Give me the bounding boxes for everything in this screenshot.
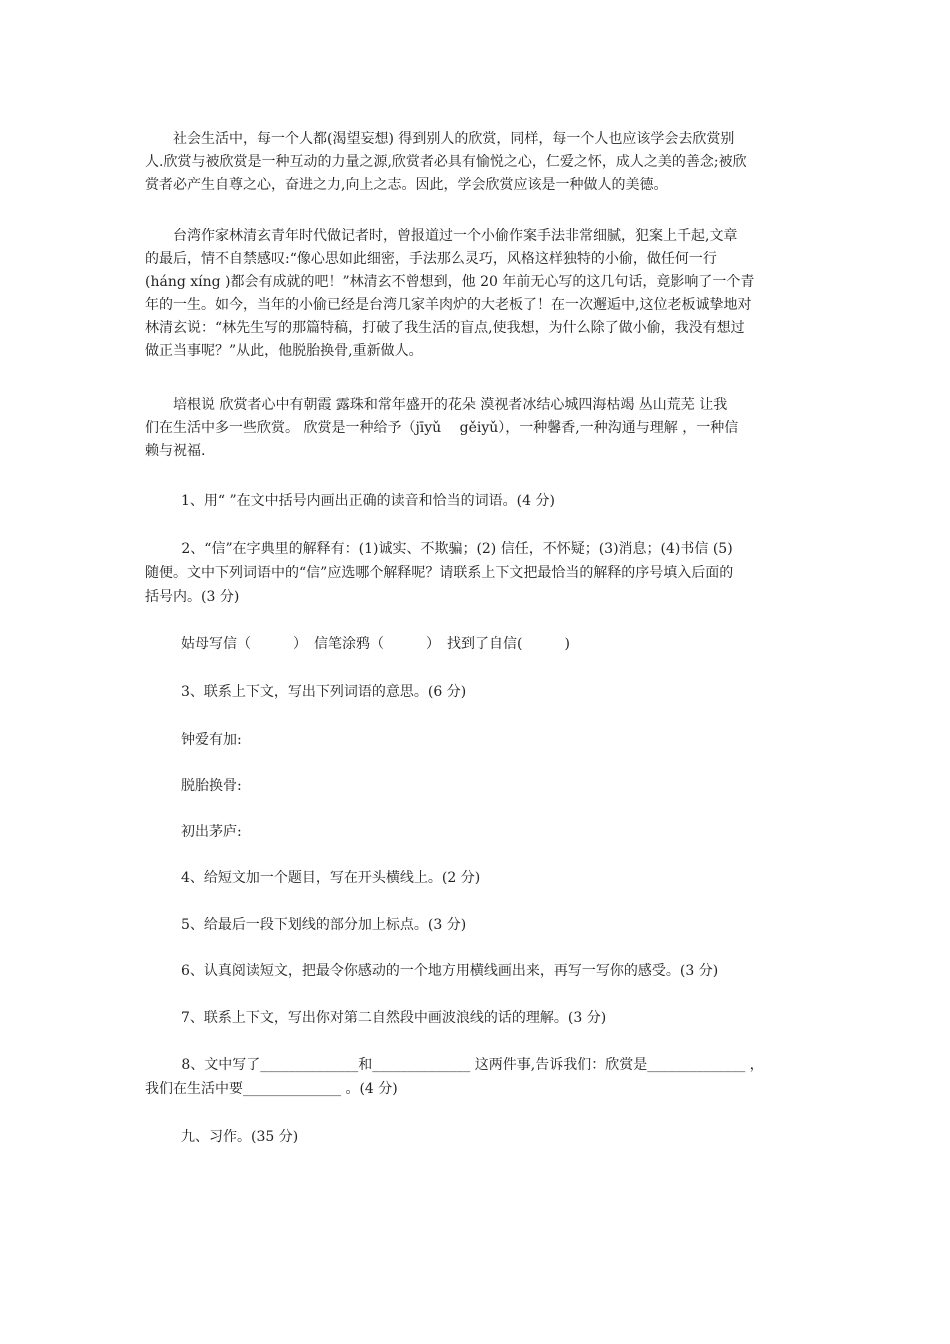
- question-3: 3、联系上下文，写出下列词语的意思。(6 分): [181, 684, 467, 700]
- paragraph-line: 的最后，情不自禁感叹:“像心思如此细密，手法那么灵巧，风格这样独特的小偷，做任何一行: [145, 251, 717, 267]
- paragraph-line: 赏者必产生自尊之心，奋进之力,向上之志。因此，学会欣赏应该是一种做人的美德。: [145, 177, 668, 193]
- question-5: 5、给最后一段下划线的部分加上标点。(3 分): [181, 917, 467, 933]
- question-1: 1、用“ ”在文中括号内画出正确的读音和恰当的词语。(4 分): [181, 493, 555, 509]
- paragraph-line: 做正当事呢？”从此，他脱胎换骨,重新做人。: [145, 343, 423, 359]
- paragraph-line: 林清玄说：“林先生写的那篇特稿，打破了我生活的盲点,使我想，为什么除了做小偷，我没有想过: [145, 320, 745, 336]
- question-9: 九、习作。(35 分): [181, 1129, 299, 1145]
- question-2-items: 姑母写信（ ） 信笔涂鸦（ ） 找到了自信( ): [181, 636, 570, 652]
- paragraph-line: 人.欣赏与被欣赏是一种互动的力量之源,欣赏者必具有愉悦之心，仁爱之怀，成人之美的善念;被欣: [145, 154, 747, 170]
- paragraph-line: 年的一生。如今，当年的小偷已经是台湾几家羊肉炉的大老板了！在一次邂逅中,这位老板诚挚地对: [145, 297, 752, 313]
- question-7: 7、联系上下文，写出你对第二自然段中画波浪线的话的理解。(3 分): [181, 1010, 607, 1026]
- paragraph-3: [145, 394, 810, 463]
- question-2: [145, 537, 810, 609]
- question-line: 我们在生活中要______________ 。(4 分): [145, 1081, 398, 1097]
- question-8: [145, 1053, 810, 1101]
- paragraph-1: [145, 128, 810, 197]
- question-3-word-1: 钟爱有加:: [181, 732, 242, 748]
- paragraph-line: 赖与祝福.: [145, 443, 206, 459]
- question-3-word-3: 初出茅庐:: [181, 824, 242, 840]
- question-3-word-2: 脱胎换骨:: [181, 778, 242, 794]
- paragraph-line: (háng xíng )都会有成就的吧！”林清玄不曾想到，他 20 年前无心写的这几句话，竟影响了一个青: [145, 274, 755, 290]
- paragraph-2: [145, 225, 810, 363]
- question-6: 6、认真阅读短文，把最令你感动的一个地方用横线画出来，再写一写你的感受。(3 分): [181, 963, 719, 979]
- question-line: 括号内。(3 分): [145, 589, 240, 605]
- question-line: 8、文中写了______________和______________ 这两件事,告诉我们：欣赏是______________ ，: [181, 1057, 764, 1073]
- paragraph-line: 台湾作家林清玄青年时代做记者时，曾报道过一个小偷作案手法非常细腻，犯案上千起,文章: [173, 228, 738, 244]
- paragraph-line: 们在生活中多一些欣赏。 欣赏是一种给予（jīyǔ gěiyǔ），一种馨香,一种沟通与理解 ，一种信: [145, 420, 739, 436]
- question-line: 随便。文中下列词语中的“信”应选哪个解释呢？请联系上下文把最恰当的解释的序号填入后面的: [145, 565, 734, 581]
- question-4: 4、给短文加一个题目，写在开头横线上。(2 分): [181, 870, 481, 886]
- question-line: 2、“信”在字典里的解释有：(1)诚实、不欺骗；(2) 信任，不怀疑；(3)消息；(4)书信 (5): [181, 541, 733, 557]
- paragraph-line: 培根说 欣赏者心中有朝霞 露珠和常年盛开的花朵 漠视者冰结心城四海枯竭 丛山荒芜 让我: [173, 397, 728, 413]
- paragraph-line: 社会生活中，每一个人都(渴望妄想) 得到别人的欣赏，同样，每一个人也应该学会去欣赏别: [173, 131, 735, 147]
